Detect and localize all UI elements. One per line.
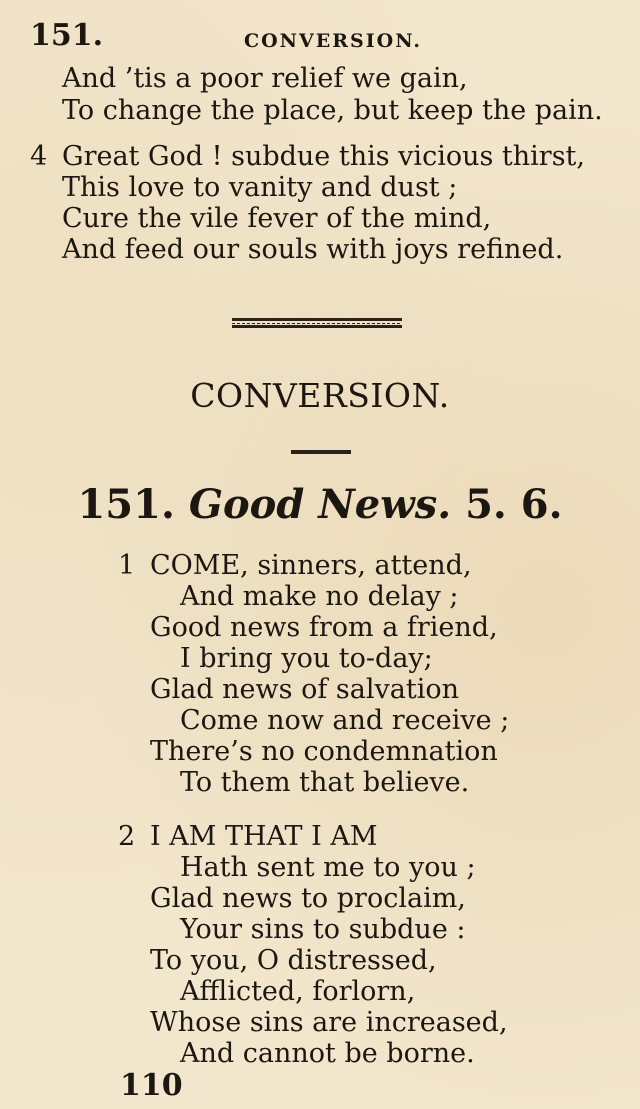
verse-line: Afflicted, forlorn, bbox=[180, 976, 416, 1007]
hymn-title bbox=[0, 481, 640, 528]
page-number: 110 bbox=[120, 1068, 183, 1103]
verse-line: Great God ! subdue this vicious thirst, bbox=[62, 141, 585, 172]
verse-line: Hath sent me to you ; bbox=[180, 852, 476, 883]
verse-line: Glad news to proclaim, bbox=[150, 883, 466, 914]
verse-line: And feed our souls with joys refined. bbox=[62, 234, 564, 265]
verse-number: 4 bbox=[30, 141, 48, 172]
hymn-number: 151. bbox=[77, 481, 175, 528]
verse-line: There’s no condemnation bbox=[150, 736, 498, 767]
short-divider bbox=[291, 450, 351, 454]
verse-line: I bring you to-day; bbox=[180, 643, 433, 674]
verse-line: To you, O distressed, bbox=[150, 945, 437, 976]
verse-line: COME, sinners, attend, bbox=[150, 550, 472, 581]
verse-line: I AM THAT I AM bbox=[150, 821, 378, 852]
verse-line: Come now and receive ; bbox=[180, 705, 510, 736]
running-hymn-number: 151. bbox=[30, 18, 104, 53]
verse-line: Glad news of salvation bbox=[150, 674, 459, 705]
prev-hymn-line: And ’tis a poor relief we gain, bbox=[62, 63, 468, 94]
running-header-title: CONVERSION. bbox=[244, 30, 422, 52]
prev-hymn-line: To change the place, but keep the pain. bbox=[62, 95, 603, 126]
verse-line: To them that believe. bbox=[180, 767, 470, 798]
verse-line: Cure the vile fever of the mind, bbox=[62, 203, 492, 234]
verse-line: Whose sins are increased, bbox=[150, 1007, 508, 1038]
verse-number: 2 bbox=[118, 821, 136, 852]
verse-line: Good news from a friend, bbox=[150, 612, 498, 643]
verse-line: And cannot be borne. bbox=[180, 1038, 475, 1069]
section-heading: CONVERSION. bbox=[190, 376, 450, 415]
verse-line: Your sins to subdue : bbox=[180, 914, 466, 945]
verse-number: 1 bbox=[118, 550, 136, 581]
ornamental-divider bbox=[232, 318, 402, 328]
verse-line: This love to vanity and dust ; bbox=[62, 172, 458, 203]
hymn-name: Good News. bbox=[188, 481, 452, 528]
hymn-meter: 5. 6. bbox=[465, 481, 563, 528]
verse-line: And make no delay ; bbox=[180, 581, 459, 612]
